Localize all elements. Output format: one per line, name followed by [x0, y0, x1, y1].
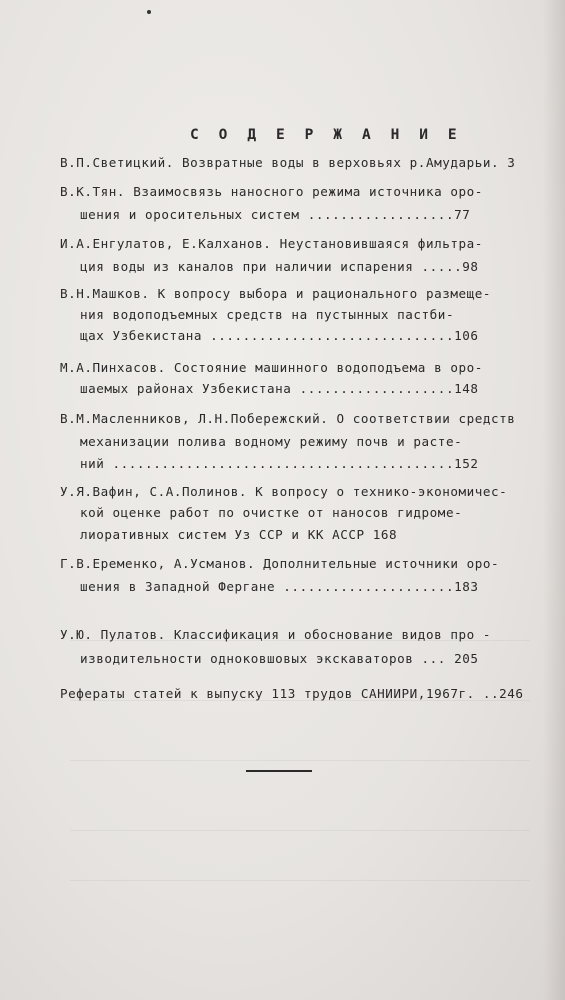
toc-line: ний ..........................................152: [80, 456, 479, 471]
toc-line: И.А.Енгулатов, Е.Калханов. Неустановившаяся фильтра-: [60, 236, 483, 251]
toc-line: У.Ю. Пулатов. Классификация и обоснование видов про -: [60, 627, 491, 642]
toc-line: изводительности одноковшовых экскаваторов ... 205: [80, 651, 479, 666]
toc-line: В.П.Светицкий. Возвратные воды в верховьях р.Амударьи. 3: [60, 155, 516, 170]
toc-line: механизации полива водному режиму почв и расте-: [80, 434, 463, 449]
toc-line: В.Н.Машков. К вопросу выбора и рационального размеще-: [60, 286, 491, 301]
toc-line: шения в Западной Фергане .....................183: [80, 579, 479, 594]
toc-line: М.А.Пинхасов. Состояние машинного водоподъема в оро-: [60, 360, 483, 375]
toc-line: Рефераты статей к выпуску 113 трудов САНИИРИ,1967г. ..246: [60, 686, 524, 701]
toc-line: ция воды из каналов при наличии испарения .....98: [80, 259, 479, 274]
toc-line: лиоративных систем Уз ССР и КК АССР 168: [80, 527, 398, 542]
toc-line: Г.В.Еременко, А.Усманов. Дополнительные источники оро-: [60, 556, 500, 571]
separator-rule: [246, 770, 312, 772]
toc-line: кой оценке работ по очистке от наносов гидроме-: [80, 505, 463, 520]
toc-line: У.Я.Вафин, С.А.Полинов. К вопросу о технико-экономичес-: [60, 484, 508, 499]
toc-line: В.К.Тян. Взаимосвязь наносного режима источника оро-: [60, 184, 483, 199]
toc-line: ния водоподъемных средств на пустынных пастби-: [80, 307, 455, 322]
toc-line: шаемых районах Узбекистана ...................148: [80, 381, 479, 396]
toc-line: щах Узбекистана ..............................106: [80, 328, 479, 343]
toc-line: шения и оросительных систем ..................77: [80, 207, 471, 222]
page-title: С О Д Е Р Ж А Н И Е: [190, 127, 463, 143]
toc-line: В.М.Масленников, Л.Н.Побережский. О соответствии средств: [60, 411, 516, 426]
